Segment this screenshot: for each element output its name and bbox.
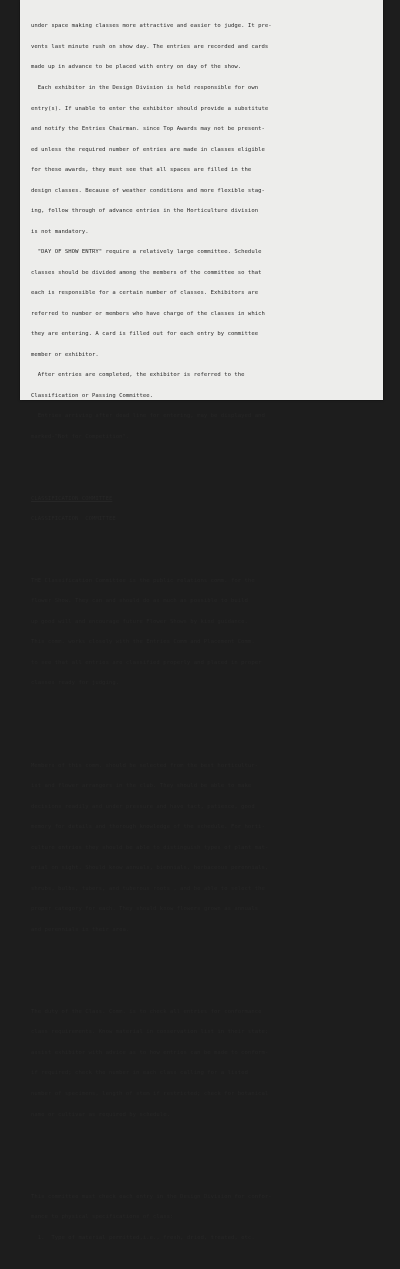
text-line: each is responsible for a certain number of classes. Exhibitors are (31, 290, 259, 297)
text-line: decisions readily and under pressure and have tact, patience, good (31, 803, 255, 810)
text-line: under space making classes more attractive and easier to judge. It pre- (31, 23, 272, 30)
text-line: entry(s). If unable to enter the exhibitor should provide a substitute (31, 105, 269, 112)
text-line: mance to physical specifications of class: (31, 1214, 174, 1221)
text-line: Entries arriving after dead line for entering, may be displayed and (31, 413, 265, 420)
text-line: memory for details and thorough knowledge of the schedule. For horti- (31, 824, 265, 831)
text-line: This committee must check each entry in the Design Division for confor- (31, 1193, 272, 1200)
text-line: This comm. works closely with the Entries Comm and Placement Comm. (31, 639, 255, 646)
text-line: if required; check the number in each class calling for a listed (31, 1070, 248, 1077)
text-line: culture entries they should be able to distinguish types of plant mat- (31, 844, 269, 851)
text-line: marked-"Not for Competition". (31, 434, 130, 440)
paragraph-entries (31, 10, 377, 455)
text-line: they are entering. A card is filled out for each entry by committee (31, 331, 259, 338)
text-line: design classes. Because of weather conditions and more flexible stag- (31, 187, 265, 194)
text-line: shrubs, bulbs, tubers, and tuberous roots , and be able to select the (31, 885, 265, 892)
text-line: After entries are completed, the exhibitor is referred to the (31, 372, 245, 379)
text-line: and notify the Entries Chairman. since Top Awards may not be present- (31, 126, 265, 133)
text-line: made up in advance to be placed with entry on day of the show. (31, 64, 242, 71)
text-line: erial on sight. Should know annuals, biennials, herbaceous perennials, (31, 865, 269, 872)
paragraph-duties (31, 995, 377, 1132)
paragraph-design-checks (31, 1180, 377, 1255)
text-line: ing, follow through of advance entries in the Horticulture division (31, 208, 259, 215)
text-line: is not mandatory. (31, 228, 89, 235)
text-line: name or cultivar as required by schedule. (31, 1111, 170, 1118)
text-line: class requirements. Know material in conservation list in their state; (31, 1029, 269, 1036)
text-line: number of specimens, length of stem if restricted; check for botanical (31, 1091, 269, 1097)
text-line: ed unless the required number of entries are made in classes eligible (31, 146, 265, 153)
paragraph-classification-purpose (31, 564, 377, 701)
text-line: classes should be divided among the members of the committee so that (31, 269, 262, 276)
text-line: up good will and encourage future Flower Shows by kind guidance. (31, 618, 248, 625)
list-item: 1. Type of material permitted,i.e., fresh, dried, treated, etc. (31, 1234, 255, 1241)
paragraph-members (31, 749, 377, 947)
section-heading-retyped: CLASSIFICATION COMMITTEE (31, 516, 116, 523)
text-line: proper category for each. They should know flowers grown as annuals (31, 906, 259, 913)
text-line: classes ready for judging. (31, 680, 120, 687)
text-line: and perennials in their area. (31, 926, 130, 933)
text-line: to see that all entries are classified properly and placed in proper (31, 659, 262, 666)
document-page (20, 0, 383, 1241)
text-line: The duty of the Class. Comm. is to check all entries for conformance (31, 1008, 262, 1015)
text-line: referred to number or members who have charge of the classes in which (31, 310, 265, 317)
text-line: assist exhibitor with advice as to how entries can be made to conform- (31, 1049, 269, 1056)
text-line: ist and flower arrangers in the club. They should be able to make (31, 783, 252, 790)
text-line: for these awards, they must see that all spaces are filled in the (31, 167, 252, 174)
section-heading: CLASSIFICATION COMMITTEE (31, 495, 113, 502)
text-line: Members of this comm. should be selected from the best horticultur- (31, 762, 259, 769)
text-line: member or exhibitor. (31, 351, 99, 358)
text-line: THE Classification Committee is the public relations comm. for the (31, 577, 255, 584)
text-line: Each exhibitor in the Design Division is held responsible for own (31, 84, 259, 91)
text-line: vents last minute rush on show day. The entries are recorded and cards (31, 43, 269, 50)
text-line: Classification or Passing Committee. (31, 392, 154, 399)
text-line: "DAY OF SHOW ENTRY" require a relatively large committee. Schedule (31, 249, 262, 256)
text-line: flower Show. They can and should do as much as possible to build (31, 598, 248, 605)
document-body (31, 0, 377, 1269)
